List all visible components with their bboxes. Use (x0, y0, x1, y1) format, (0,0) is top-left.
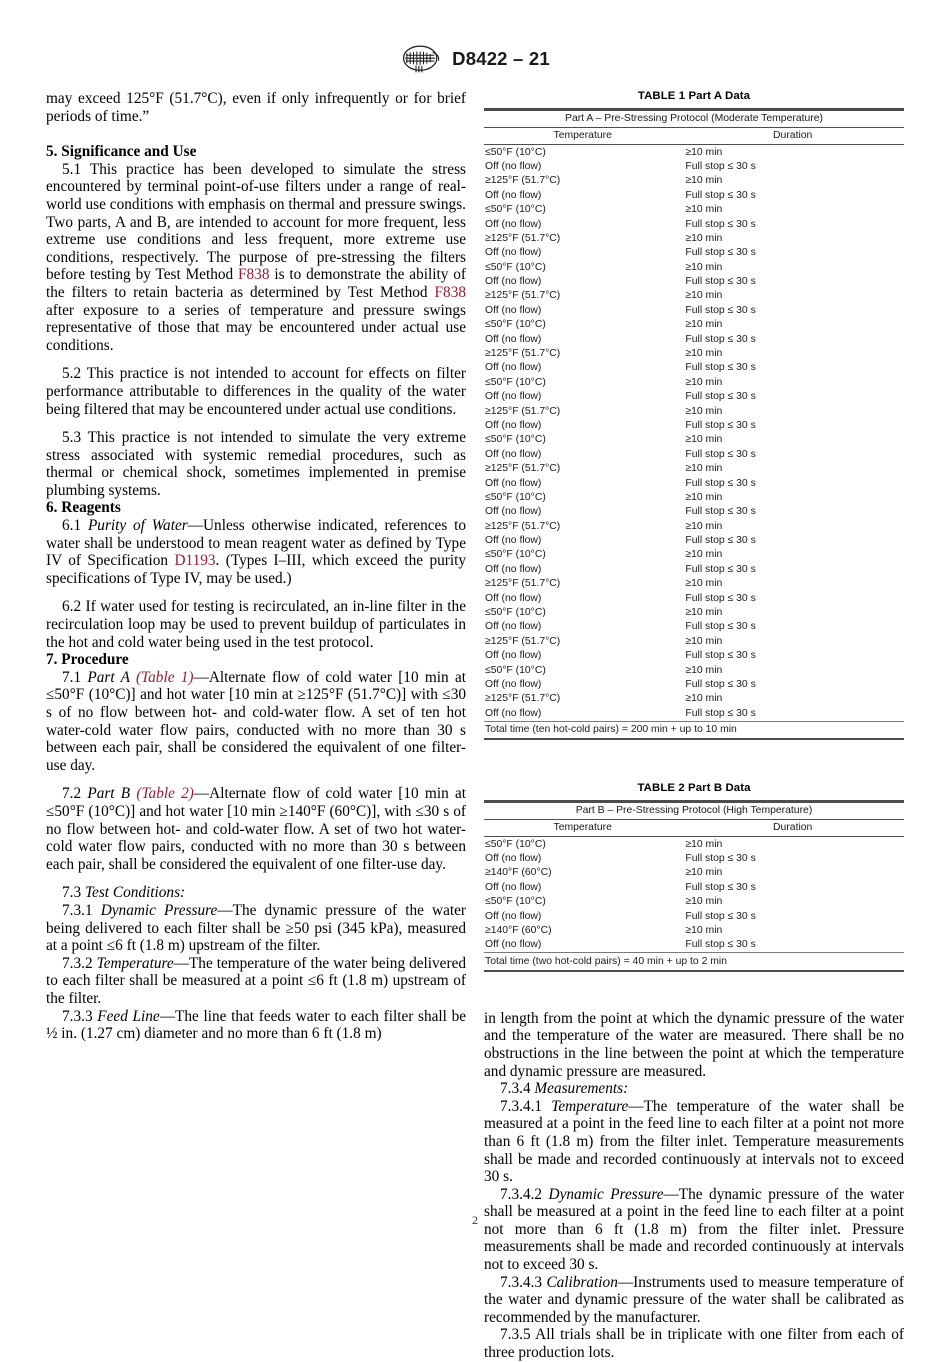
table-row (484, 231, 904, 245)
paragraph-7-3-4-2 (484, 1186, 904, 1274)
cell-duration: ≥10 min (685, 635, 723, 647)
p71-num: 7.1 (62, 668, 88, 686)
paragraph-7-1 (46, 669, 466, 775)
cell-temperature: Off (no flow) (485, 853, 542, 865)
table-1-body (484, 145, 904, 722)
cell-temperature: ≥140°F (60°C) (485, 867, 552, 879)
cell-temperature: ≤50°F (10°C) (485, 261, 546, 273)
table-1-total: Total time (ten hot-cold pairs) = 200 min + up to 10 min (484, 721, 904, 739)
table-1-subhead: Part A – Pre-Stressing Protocol (Moderate Temperature) (484, 111, 904, 128)
table-row (484, 620, 904, 634)
paragraph-6-1 (46, 517, 466, 587)
paragraph-7-3-1 (46, 902, 466, 955)
cell-temperature: Off (no flow) (485, 506, 542, 518)
paragraph-7-3-2 (46, 955, 466, 1008)
paragraph-7-3-3-continued: in length from the point at which the dynamic pressure of the water and the temperature of the water are measured. There shall be no obstructions in the line between the point at which the temperature and dynamic pressure are measured. (484, 1009, 904, 1080)
cell-temperature: ≤50°F (10°C) (485, 376, 546, 388)
cell-temperature: ≤50°F (10°C) (485, 204, 546, 216)
table-row (484, 404, 904, 418)
p734-num: 7.3.4 (500, 1080, 535, 1098)
table-row (484, 260, 904, 274)
p72-text: —Alternate flow of cold water [10 min at ≤50°F (10°C)] and hot water [10 min ≥140°F (60°C)], with ≤30 s of no flow between hot- and cold-water flow. A set of two hot water-cold water flow pairs, conducted with no more than 30 s between each pair, shall be considered the equivalent of one filter-use day. (46, 785, 466, 873)
table-row (484, 909, 904, 923)
paragraph-7-3-4-1 (484, 1098, 904, 1186)
continued-paragraph: may exceed 125°F (51.7°C), even if only infrequently or for brief periods of time.” (46, 90, 466, 125)
table-row (484, 591, 904, 605)
link-table-2[interactable]: (Table 2) (136, 785, 194, 803)
paragraph-7-2 (46, 785, 466, 873)
cell-duration: ≥10 min (685, 867, 723, 879)
table-2-title: TABLE 2 Part B Data (637, 782, 751, 795)
cell-temperature: Off (no flow) (485, 333, 542, 345)
p51-pre: 5.1 This practice has been developed to simulate the stress encountered by terminal point-of-use filters under a range of real-world use conditions with emphasis on thermal and pressure swings. Two parts, A and B, are intended to account for more frequent, less extreme use conditions and less frequent, more extreme use conditions, respectively. The purpose of pre-stressing the filters before testing by Test Method (46, 160, 466, 284)
cell-duration: ≥10 min (685, 520, 723, 532)
p7341-text: —The temperature of the water shall be measured at a point in the feed line to each filter at a point not more than 6 ft (1.8 m) from the filter inlet. Temperature measurements shall be made and recorded continuously at intervals not to exceed 30 s. (484, 1097, 905, 1186)
p73-num: 7.3 (62, 884, 85, 902)
paragraph-5-2: 5.2 This practice is not intended to account for effects on filter performance attributable to differences in the quality of the water being filtered that may be encountered under actual use conditions. (46, 365, 466, 418)
heading-procedure: 7. Procedure (46, 651, 129, 669)
document-number: D8422 – 21 (452, 48, 550, 69)
cell-temperature: Off (no flow) (485, 304, 542, 316)
table-row (484, 217, 904, 231)
cell-duration: ≥10 min (685, 175, 723, 187)
table-1-col-duration: Duration (681, 128, 904, 145)
cell-temperature: ≥125°F (51.7°C) (485, 578, 561, 590)
cell-duration: Full stop ≤ 30 s (685, 477, 756, 489)
cell-temperature: Off (no flow) (485, 276, 542, 288)
cell-temperature: Off (no flow) (485, 939, 542, 951)
link-table-1[interactable]: (Table 1) (135, 668, 194, 686)
cell-duration: ≥10 min (685, 204, 723, 216)
table-1-title: TABLE 1 Part A Data (637, 90, 751, 102)
table-row (484, 663, 904, 677)
cell-duration: Full stop ≤ 30 s (685, 679, 756, 690)
cell-duration: ≥10 min (685, 290, 723, 302)
table-row (484, 188, 904, 202)
table-row (484, 174, 904, 188)
cell-temperature: ≥125°F (51.7°C) (485, 635, 561, 647)
table-row (484, 677, 904, 691)
cell-duration: ≥10 min (685, 664, 723, 676)
cell-temperature: Off (no flow) (485, 592, 542, 604)
table-row (484, 159, 904, 173)
cell-temperature: ≥140°F (60°C) (485, 925, 552, 937)
cell-duration: ≥10 min (685, 146, 723, 158)
table-row (484, 490, 904, 504)
table-row (484, 433, 904, 447)
heading-significance-and-use: 5. Significance and Use (46, 143, 197, 161)
table-spacer (484, 740, 904, 782)
table-2-col-temperature: Temperature (484, 820, 681, 837)
table-row (484, 275, 904, 289)
table-row (484, 203, 904, 217)
table-2-total: Total time (two hot-cold pairs) = 40 min + up to 2 min (484, 953, 904, 971)
cell-temperature: ≥125°F (51.7°C) (485, 693, 561, 705)
table-row (484, 923, 904, 937)
cell-duration: ≥10 min (685, 925, 723, 937)
table-row (484, 318, 904, 332)
cell-duration: ≥10 min (685, 607, 723, 619)
table-1-block (484, 90, 904, 740)
p51-mid: is to demonstrate the ability of the filters to retain bacteria as determined by Test Method (46, 266, 466, 301)
table-row (484, 837, 904, 852)
cell-duration: Full stop ≤ 30 s (685, 419, 756, 431)
p61-italic: Purity of Water (87, 517, 188, 535)
p731-italic: Dynamic Pressure (100, 901, 218, 919)
cell-duration: ≥10 min (685, 578, 723, 590)
cell-temperature: Off (no flow) (485, 881, 542, 893)
cell-duration: Full stop ≤ 30 s (685, 218, 756, 230)
link-f838-first[interactable]: F838 (238, 266, 270, 284)
table-row (484, 706, 904, 721)
cell-temperature: Off (no flow) (485, 419, 542, 431)
cell-duration: Full stop ≤ 30 s (685, 333, 756, 345)
link-d1193[interactable]: D1193 (174, 552, 216, 570)
cell-duration: Full stop ≤ 30 s (685, 592, 756, 604)
cell-duration: ≥10 min (685, 491, 723, 503)
paragraph-7-3-5: 7.3.5 All trials shall be in triplicate with one filter from each of three production lots. (484, 1326, 904, 1362)
cell-duration: ≥10 min (685, 348, 723, 360)
cell-temperature: Off (no flow) (485, 910, 542, 922)
cell-temperature: ≤50°F (10°C) (485, 607, 546, 619)
table-row (484, 649, 904, 663)
table-row (484, 505, 904, 519)
table-row (484, 895, 904, 909)
table-row (484, 303, 904, 317)
cell-temperature: Off (no flow) (485, 650, 542, 662)
cell-temperature: Off (no flow) (485, 535, 542, 547)
cell-duration: Full stop ≤ 30 s (685, 391, 756, 403)
cell-temperature: ≤50°F (10°C) (485, 434, 546, 446)
cell-temperature: Off (no flow) (485, 189, 542, 201)
cell-duration: Full stop ≤ 30 s (685, 563, 756, 575)
cell-temperature: Off (no flow) (485, 563, 542, 575)
cell-duration: Full stop ≤ 30 s (685, 448, 756, 460)
p7343-text: —Instruments used to measure temperature of the water and dynamic pressure of the water shall be calibrated as recommended by the manufacturer. (484, 1273, 904, 1326)
link-f838-second[interactable]: F838 (434, 283, 466, 301)
table-row (484, 634, 904, 648)
cell-temperature: ≤50°F (10°C) (485, 319, 546, 331)
table-row (484, 145, 904, 160)
paragraph-5-3: 5.3 This practice is not intended to simulate the very extreme stress associated with systemic remedial procedures, such as thermal or chemical shock, sometimes implemented in premise plumbing systems. (46, 429, 466, 499)
cell-temperature: ≥125°F (51.7°C) (485, 175, 561, 187)
cell-temperature: ≤50°F (10°C) (485, 838, 546, 850)
cell-duration: Full stop ≤ 30 s (685, 910, 756, 922)
cell-duration: ≥10 min (685, 319, 723, 331)
p732-text: —The temperature of the water being delivered to each filter shall be measured at a point ≤6 ft (1.8 m) upstream of the filter. (46, 954, 467, 1007)
table-row (484, 692, 904, 706)
p733-num: 7.3.3 (62, 1007, 98, 1025)
table-row (484, 361, 904, 375)
cell-temperature: ≥125°F (51.7°C) (485, 290, 561, 302)
p734-italic: Measurements: (534, 1080, 629, 1098)
cell-duration: Full stop ≤ 30 s (685, 189, 756, 201)
table-row (484, 519, 904, 533)
cell-temperature: ≥125°F (51.7°C) (485, 520, 561, 532)
p7341-italic: Temperature (551, 1097, 629, 1115)
heading-reagents: 6. Reagents (46, 499, 121, 517)
cell-duration: ≥10 min (685, 838, 723, 850)
cell-duration: Full stop ≤ 30 s (685, 362, 756, 374)
table-row (484, 289, 904, 303)
p731-num: 7.3.1 (62, 901, 101, 919)
cell-duration: Full stop ≤ 30 s (685, 881, 756, 893)
p61-num: 6.1 (62, 517, 88, 535)
p7342-italic: Dynamic Pressure (548, 1185, 664, 1203)
cell-duration: Full stop ≤ 30 s (685, 304, 756, 316)
p61-pre: —Unless otherwise indicated, references to water shall be understood to mean reagent water as defined by Type IV of Specification (46, 517, 466, 570)
p71-text: —Alternate flow of cold water [10 min at ≤50°F (10°C)] and hot water [10 min at ≥125°F (51.7°C)] with ≤30 s of no flow between hot- and cold-water flow. A set of ten hot water-cold water flow pairs, conducted with no more than 30 s between each pair, shall be considered the equivalent of one filter-use day. (46, 668, 466, 774)
p51-post: after exposure to a series of temperature and pressure swings representative of those that may be encountered under actual use conditions. (46, 301, 466, 354)
p731-text: —The dynamic pressure of the water being delivered to each filter shall be ≥50 psi (345 kPa), measured at a point ≤6 ft (1.8 m) upstream of the filter. (46, 901, 467, 955)
table-row (484, 548, 904, 562)
cell-duration: ≥10 min (685, 463, 723, 475)
cell-temperature: Off (no flow) (485, 707, 542, 719)
cell-duration: Full stop ≤ 30 s (685, 535, 756, 547)
page-number: 2 (472, 1213, 478, 1227)
table-row (484, 418, 904, 432)
cell-duration: ≥10 min (685, 434, 723, 446)
table-row (484, 476, 904, 490)
cell-temperature: Off (no flow) (485, 448, 542, 460)
left-column (46, 90, 466, 1043)
table-2-body (484, 837, 904, 953)
table-row (484, 938, 904, 953)
cell-temperature: Off (no flow) (485, 621, 542, 633)
cell-temperature: ≥125°F (51.7°C) (485, 405, 561, 417)
p7343-num: 7.3.4.3 (500, 1273, 547, 1291)
cell-duration: Full stop ≤ 30 s (685, 506, 756, 518)
cell-temperature: ≤50°F (10°C) (485, 664, 546, 676)
table-1 (484, 108, 904, 740)
cell-duration: ≥10 min (685, 549, 723, 561)
cell-temperature: ≤50°F (10°C) (485, 491, 546, 503)
table-2-subhead: Part B – Pre-Stressing Protocol (High Temperature) (484, 803, 904, 820)
right-column (484, 90, 904, 1362)
cell-duration: ≥10 min (685, 376, 723, 388)
p61-post: . (Types I–III, which exceed the purity specifications of Type IV, may be used.) (46, 552, 466, 587)
table-row (484, 447, 904, 461)
table-row (484, 852, 904, 866)
cell-duration: ≥10 min (685, 693, 723, 705)
table-2-col-duration: Duration (681, 820, 904, 837)
cell-temperature: ≥125°F (51.7°C) (485, 463, 561, 475)
table-row (484, 534, 904, 548)
table-row (484, 346, 904, 360)
table-row (484, 462, 904, 476)
table-row (484, 606, 904, 620)
p73-italic: Test Conditions: (84, 884, 186, 902)
paragraph-7-3-4-3 (484, 1274, 904, 1327)
cell-temperature: Off (no flow) (485, 391, 542, 403)
p732-italic: Temperature (96, 954, 174, 972)
p7343-italic: Calibration (546, 1273, 618, 1291)
table-row (484, 866, 904, 880)
cell-duration: ≥10 min (685, 261, 723, 273)
paragraph-6-2: 6.2 If water used for testing is recirculated, an in-line filter in the recirculation loop may be used to prevent buildup of particulates in the hot and cold water being used in the test protocol. (46, 598, 466, 651)
cell-duration: Full stop ≤ 30 s (685, 650, 756, 662)
p72-italic: Part B (87, 785, 137, 803)
table-row (484, 562, 904, 576)
cell-duration: Full stop ≤ 30 s (685, 247, 756, 259)
cell-duration: Full stop ≤ 30 s (685, 160, 756, 172)
paragraph-5-1 (46, 161, 466, 355)
cell-duration: ≥10 min (685, 405, 723, 417)
cell-duration: Full stop ≤ 30 s (685, 853, 756, 865)
cell-temperature: Off (no flow) (485, 160, 542, 172)
cell-duration: Full stop ≤ 30 s (685, 939, 756, 951)
page-header (0, 44, 950, 74)
cell-duration: ≥10 min (685, 232, 723, 244)
paragraph-7-3-3 (46, 1008, 466, 1043)
p72-num: 7.2 (62, 785, 88, 803)
cell-temperature: Off (no flow) (485, 477, 542, 489)
paragraph-7-3-4 (484, 1080, 904, 1098)
p732-num: 7.3.2 (62, 954, 97, 972)
cell-duration: Full stop ≤ 30 s (685, 707, 756, 719)
cell-temperature: Off (no flow) (485, 679, 542, 690)
p7342-num: 7.3.4.2 (500, 1185, 549, 1203)
cell-temperature: ≤50°F (10°C) (485, 549, 546, 561)
cell-temperature: Off (no flow) (485, 218, 542, 230)
p7341-num: 7.3.4.1 (500, 1097, 552, 1115)
table-row (484, 246, 904, 260)
p733-italic: Feed Line (97, 1007, 160, 1025)
paragraph-7-3 (46, 884, 466, 902)
cell-temperature: ≤50°F (10°C) (485, 896, 546, 908)
cell-temperature: ≤50°F (10°C) (485, 146, 546, 158)
table-row (484, 375, 904, 389)
table-row (484, 577, 904, 591)
table-1-col-temperature: Temperature (484, 128, 681, 145)
table-2-block (484, 782, 904, 972)
cell-temperature: ≥125°F (51.7°C) (485, 348, 561, 360)
p7342-text: —The dynamic pressure of the water shall be measured at a point in the feed line to each filter at a point not more than 6 ft (1.8 m) from the filter inlet. Pressure measurements shall be made and recorded continuously at intervals not to exceed 30 s. (484, 1185, 905, 1274)
cell-temperature: ≥125°F (51.7°C) (485, 232, 561, 244)
cell-duration: Full stop ≤ 30 s (685, 621, 756, 633)
p71-italic: Part A (87, 668, 136, 686)
table-row (484, 332, 904, 346)
table-2 (484, 800, 904, 972)
table-row (484, 880, 904, 894)
p733-text: —The line that feeds water to each filter shall be ½ in. (1.27 cm) diameter and no more than 6 ft (1.8 m) (46, 1007, 467, 1043)
table-row (484, 390, 904, 404)
cell-duration: ≥10 min (685, 896, 723, 908)
text-spacer (484, 972, 904, 1010)
astm-logo-icon (400, 44, 442, 74)
cell-temperature: Off (no flow) (485, 362, 542, 374)
cell-temperature: Off (no flow) (485, 247, 542, 259)
cell-duration: Full stop ≤ 30 s (685, 276, 756, 288)
